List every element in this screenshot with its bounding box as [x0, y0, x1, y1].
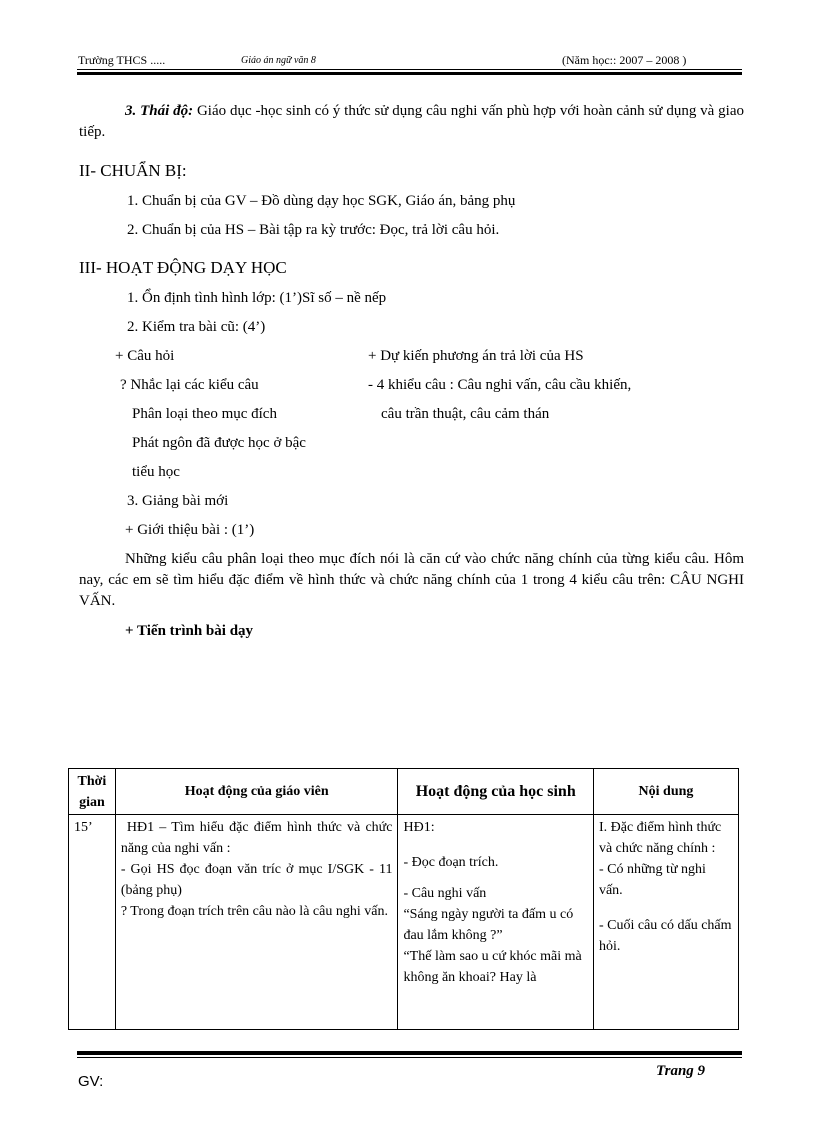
questions-label: + Câu hỏi	[115, 348, 175, 364]
section-activities-title: III- HOẠT ĐỘNG DẠY HỌC	[79, 258, 287, 277]
attitude-text: Giáo dục -học sinh có ý thức sử dụng câu nghi vấn phù hợp với hoàn cảnh sử dụng và giao tiếp.	[79, 103, 744, 140]
teacher-line: ? Trong đoạn trích trên câu nào là câu nghi vấn.	[120, 904, 388, 919]
student-line: - Đọc đoạn trích.	[403, 855, 499, 870]
header-student: Hoạt động của học sinh	[398, 769, 594, 815]
content-line: - Cuối câu có dấu chấm hỏi.	[598, 918, 732, 954]
header-teacher: Hoạt động của giáo viên	[115, 769, 398, 815]
table-header-row	[69, 769, 739, 815]
header-year: (Năm học:: 2007 – 2008 )	[562, 53, 687, 67]
footer-rule-thin	[77, 1057, 742, 1058]
student-line: - Câu nghi vấn	[403, 886, 487, 901]
student-line: “Thế làm sao u cứ khóc mãi mà không ăn khoai? Hay là	[403, 949, 582, 985]
lesson-intro: + Giới thiệu bài : (1’)	[125, 522, 255, 538]
activities-table	[68, 768, 739, 1030]
check-old-lesson: 2. Kiểm tra bài cũ: (4’)	[127, 319, 266, 335]
student-line: HĐ1:	[403, 820, 435, 835]
cell-student	[398, 815, 594, 1030]
page-number: Trang 9	[656, 1063, 706, 1079]
prep-gv: 1. Chuẩn bị của GV – Đồ dùng dạy học SGK, Giáo án, bảng phụ	[127, 193, 516, 209]
question-line: Phát ngôn đã được học ở bậc	[132, 435, 306, 451]
answer-line: - 4 khiểu câu : Câu nghi vấn, câu cầu khiến,	[368, 377, 632, 393]
header-content: Nội dung	[593, 769, 738, 815]
table-row	[69, 815, 739, 1030]
prep-hs: 2. Chuẩn bị của HS – Bài tập ra kỳ trước: Đọc, trả lời câu hỏi.	[127, 222, 500, 238]
question-line: Phân loại theo mục đích	[132, 406, 277, 422]
stabilize-class: 1. Ổn định tình hình lớp: (1’)Sĩ số – nề nếp	[127, 290, 387, 306]
new-lesson: 3. Giảng bài mới	[127, 493, 229, 509]
student-line: “Sáng ngày người ta đấm u có đau lắm không ?”	[403, 907, 574, 943]
cell-teacher	[115, 815, 398, 1030]
header-time: Thời gian	[69, 769, 116, 815]
teacher-line: HĐ1 – Tìm hiểu đặc điểm hình thức và chức năng của nghi vấn :	[120, 820, 393, 856]
attitude-paragraph	[79, 101, 744, 143]
cell-time: 15’	[69, 815, 116, 1030]
content-line: I. Đặc điểm hình thức và chức năng chính :	[598, 820, 722, 856]
header-rule-thin	[77, 69, 742, 70]
attitude-label: 3. Thái độ:	[125, 103, 194, 119]
lesson-progress: + Tiến trình bài dạy	[125, 623, 254, 639]
intro-paragraph: Những kiểu câu phân loại theo mục đích nói là căn cứ vào chức năng chính của từng kiểu câu. Hôm nay, các em sẽ tìm hiểu đặc điểm về hình thức và chức năng chính của 1 trong 4 kiểu câu trên: CÂU NGHI VẤN.	[79, 551, 744, 609]
answers-label: + Dự kiến phương án trả lời của HS	[368, 348, 584, 364]
header-rule-thick	[77, 72, 742, 75]
question-line: ? Nhắc lại các kiểu câu	[120, 377, 259, 393]
header-school: Trường THCS .....	[78, 53, 166, 67]
content-line: - Có những từ nghi vấn.	[598, 862, 706, 898]
header-subject: Giáo án ngữ văn 8	[241, 55, 316, 66]
cell-content	[593, 815, 738, 1030]
answer-line: câu trần thuật, câu cảm thán	[381, 406, 550, 422]
question-line: tiểu học	[132, 464, 180, 480]
teacher-line: - Gọi HS đọc đoạn văn tríc ở mục I/SGK - 11 (bảng phụ)	[120, 862, 393, 898]
footer-gv: GV:	[78, 1073, 104, 1090]
footer-rule-thick	[77, 1051, 742, 1055]
section-prep-title: II- CHUẨN BỊ:	[79, 161, 187, 180]
